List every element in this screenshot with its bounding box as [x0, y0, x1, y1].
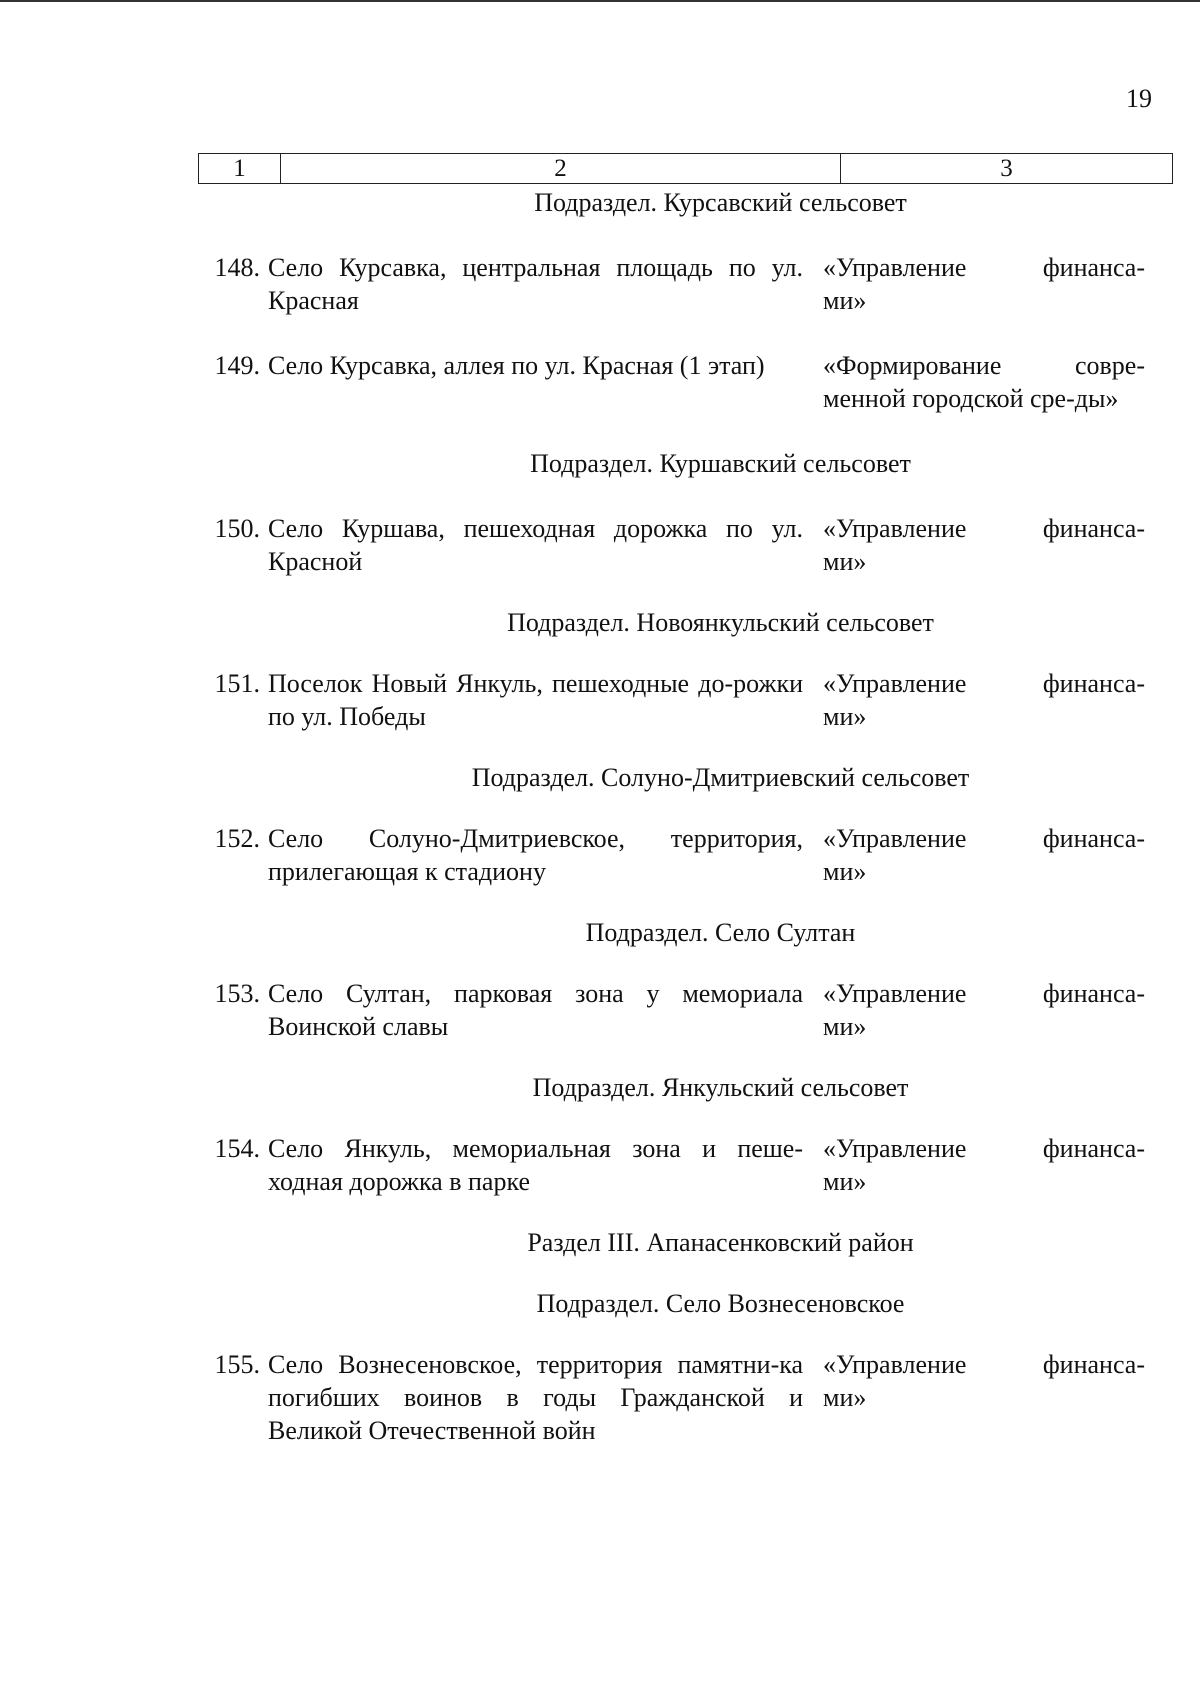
page-number: 19	[1126, 84, 1152, 113]
row-number: 152.	[214, 824, 260, 853]
table-row	[198, 977, 1173, 1043]
subsection-heading: Подраздел. Село Султан	[585, 918, 856, 947]
top-rule	[0, 0, 1200, 2]
subsection-heading: Подраздел. Новоянкульский сельсовет	[507, 608, 934, 637]
row-description: Поселок Новый Янкуль, пешеходные до-рожки по ул. Победы	[268, 669, 803, 731]
row-number: 153.	[214, 979, 260, 1008]
document-body	[198, 186, 1173, 1447]
row-program: «Управление финанса- ми»	[823, 979, 1145, 1041]
row-description: Село Курсавка, центральная площадь по ул. Красная	[268, 253, 803, 315]
row-number: 154.	[214, 1134, 260, 1163]
column-1-header: 1	[199, 154, 281, 183]
subsection-heading: Подраздел. Село Вознесеновское	[536, 1289, 905, 1318]
subsection-heading: Подраздел. Янкульский сельсовет	[532, 1073, 909, 1102]
row-program: «Формирование совре- менной городской сре-ды»	[823, 351, 1145, 413]
row-description: Село Курсавка, аллея по ул. Красная (1 этап)	[268, 351, 765, 380]
table-row	[198, 667, 1173, 733]
row-program: «Управление финанса- ми»	[823, 253, 1145, 315]
row-number: 155.	[214, 1350, 260, 1379]
table-row	[198, 1348, 1173, 1447]
subsection-heading: Подраздел. Куршавский сельсовет	[530, 449, 911, 478]
section-heading: Раздел III. Апанасенковский район	[527, 1228, 914, 1257]
column-3-header: 3	[1000, 154, 1013, 182]
table-row	[198, 251, 1173, 317]
table-header	[198, 153, 1173, 184]
row-description: Село Солуно-Дмитриевское, территория, прилегающая к стадиону	[268, 824, 803, 886]
row-program: «Управление финанса- ми»	[823, 1350, 1145, 1412]
column-2-header: 2	[281, 154, 841, 183]
table-row	[198, 1132, 1173, 1198]
row-description: Село Янкуль, мемориальная зона и пеше-ходная дорожка в парке	[268, 1134, 803, 1196]
row-description: Село Куршава, пешеходная дорожка по ул. Красной	[268, 514, 803, 576]
table-row	[198, 512, 1173, 578]
subsection-heading: Подраздел. Курсавский сельсовет	[534, 188, 907, 217]
row-description: Село Вознесеновское, территория памятни-ка погибших воинов в годы Гражданской и Великой Отечественной войн	[268, 1350, 803, 1445]
row-program: «Управление финанса- ми»	[823, 669, 1145, 731]
row-number: 150.	[214, 514, 260, 543]
subsection-heading: Подраздел. Солуно-Дмитриевский сельсовет	[471, 763, 970, 792]
row-number: 151.	[214, 669, 260, 698]
row-program: «Управление финанса- ми»	[823, 1134, 1145, 1196]
row-program: «Управление финанса- ми»	[823, 824, 1145, 886]
row-number: 148.	[214, 253, 260, 282]
row-description: Село Султан, парковая зона у мемориала Воинской славы	[268, 979, 803, 1041]
table-row	[198, 822, 1173, 888]
row-program: «Управление финанса- ми»	[823, 514, 1145, 576]
row-number: 149.	[214, 351, 260, 380]
table-row	[198, 349, 1173, 415]
